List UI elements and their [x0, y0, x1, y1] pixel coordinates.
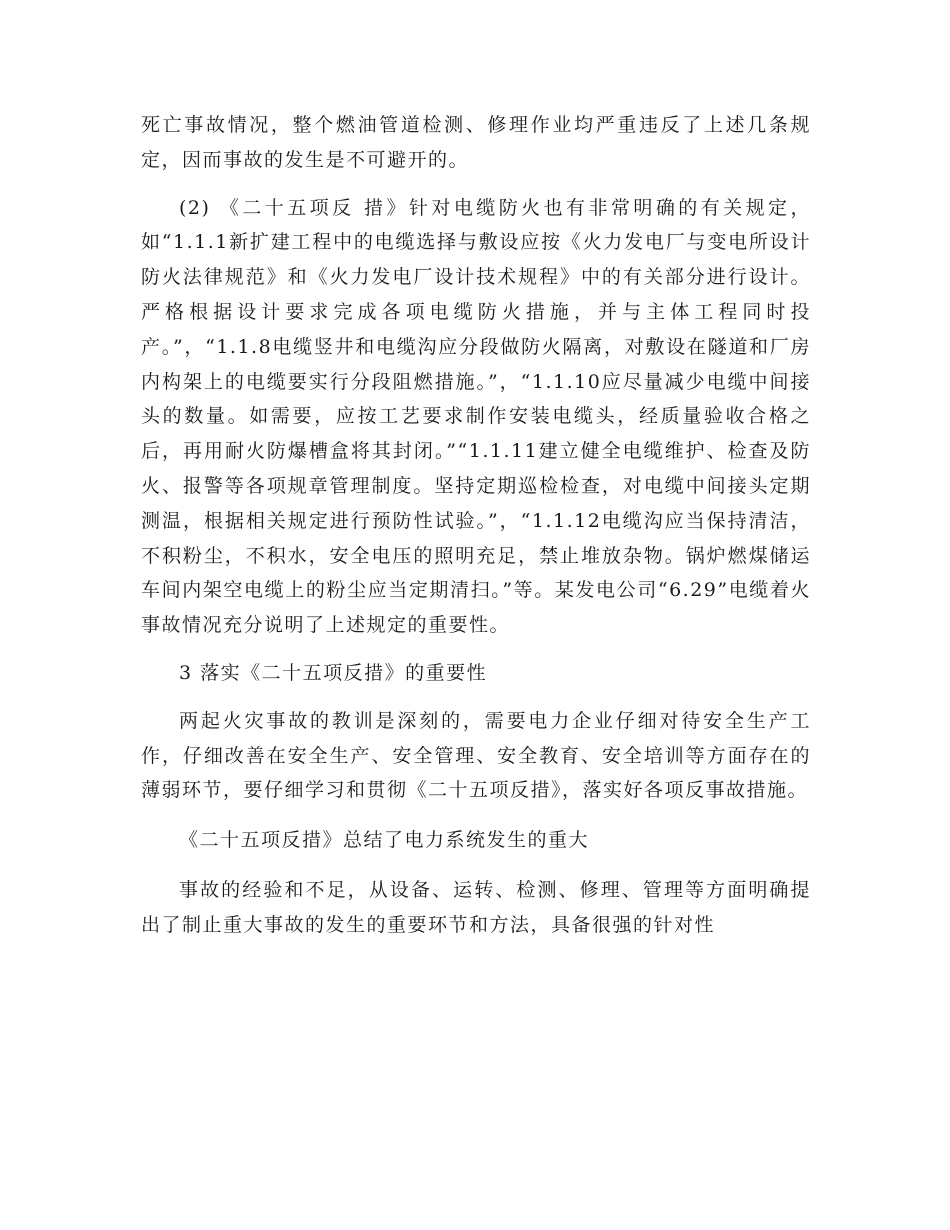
paragraph-summary-intro: 《二十五项反措》总结了电力系统发生的重大 [179, 829, 590, 852]
paragraph-accident-conclusion: 死亡事故情况，整个燃油管道检测、修理作业均严重违反了上述几条规定，因而事故的发生是不可避开的。 [141, 114, 811, 171]
paragraph-summary-continued: 事故的经验和不足，从设备、运转、检测、修理、管理等方面明确提出了制止重大事故的发生的重要环节和方法，具备很强的针对性 [141, 878, 811, 936]
paragraph-cable-fire-regulations: (2) 《二十五项反 措》针对电缆防火也有非常明确的有关规定，如“1.1.1新扩建工程中的电缆选择与敷设应按《火力发电厂与变电所设计防火法律规范》和《火力发电厂设计技术规程》中的有关部分进行设计。严格根据设计要求完成各项电缆防火措施，并与主体工程同时投产。”，“1.1.8电缆竖井和电缆沟应分段做防火隔离，对敷设在隧道和厂房内构架上的电缆要实行分段阻燃措施。”，“1.1.10应尽量减少电缆中间接头的数量。如需要，应按工艺要求制作安装电缆头，经质量验收合格之后，再用耐火防爆槽盒将其封闭。”“1.1.11建立健全电缆维护、检查及防火、报警等各项规章管理制度。坚持定期巡检检查，对电缆中间接头定期测温，根据相关规定进行预防性试验。”，“1.1.12电缆沟应当保持清洁，不积粉尘，不积水，安全电压的照明充足，禁止堆放杂物。锅炉燃煤储运车间内架空电缆上的粉尘应当定期清扫。”等。某发电公司“6.29”电缆着火事故情况充分说明了上述规定的重要性。 [141, 196, 811, 637]
paragraph-lessons: 两起火灾事故的教训是深刻的，需要电力企业仔细对待安全生产工作，仔细改善在安全生产、安全管理、安全教育、安全培训等方面存在的薄弱环节，要仔细学习和贯彻《二十五项反措》，落实好各项反事故措施。 [141, 709, 811, 802]
document-body [141, 108, 811, 943]
section-heading-importance: 3 落实《二十五项反措》的重要性 [179, 661, 488, 684]
